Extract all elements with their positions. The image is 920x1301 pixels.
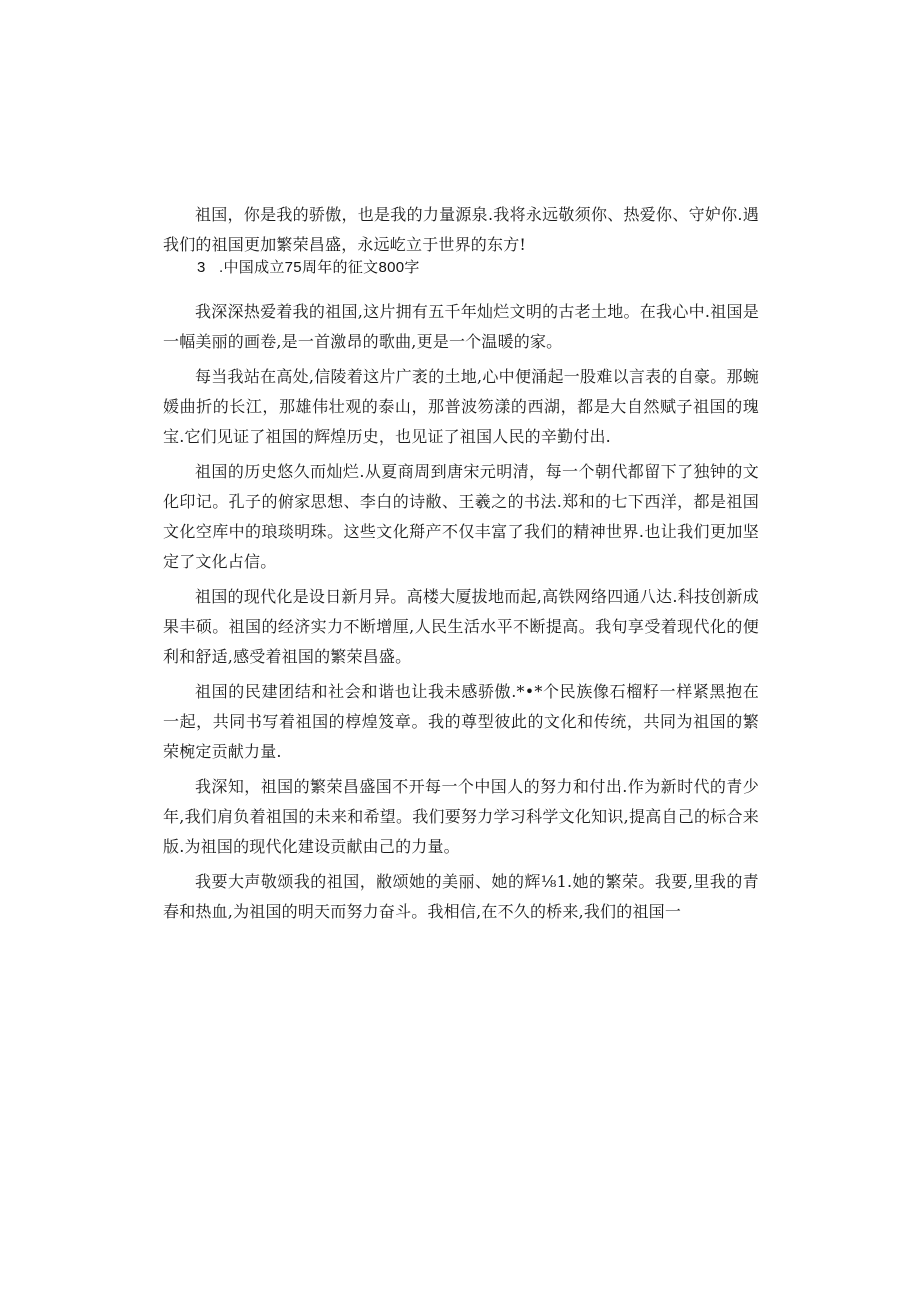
intro-paragraph: 祖国，你是我的骄傲，也是我的力量源泉.我将永远敬须你、热爱你、守妒你.遇我们的祖国更加繁荣昌盛，永远屹立于世界的东方! [163, 205, 759, 254]
section-number: 3 [197, 259, 206, 276]
essay-paragraph-7: 我要大声敬颂我的祖国，敝颂她的美丽、她的辉⅛1.她的繁荣。我要,里我的青春和热血,为祖国的明天而努力奋斗。我相信,在不久的桥来,我们的祖国一 [163, 872, 759, 921]
essay-body [163, 297, 759, 932]
essay-paragraph-3: 祖国的历史悠久而灿烂.从夏商周到唐宋元明清，每一个朝代都留下了独钟的文化印记。孔子的俯家思想、李白的诗敝、王羲之的书法.郑和的七下西洋，都是祖国文化空库中的琅琰明珠。这些文化搿产不仅丰富了我们的精神世界.也让我们更加坚定了文化占信。 [163, 462, 759, 571]
essay-paragraph-4: 祖国的现代化是设日新月异。高楼大厦拔地而起,高铁网络四通八达.科技创新成果丰硕。祖国的经济实力不断增厘,人民生活水平不断提高。我旬享受着现代化的便利和舒适,感受着祖国的繁荣昌盛。 [163, 587, 759, 666]
essay-paragraph-5: 祖国的民建团结和社会和谐也让我未感骄傲.*•*个民族像石榴籽一样紧黑抱在一起，共同书写着祖国的椁煌笈章。我的尊型彼此的文化和传统，共同为祖国的繁荣椀定贡献力量. [163, 682, 759, 761]
essay-paragraph-1: 我深深热爱着我的祖国,这片拥有五千年灿烂文明的古老土地。在我心中.祖国是一幅美丽的画卷,是一首激昂的歌曲,更是一个温暖的家。 [163, 302, 759, 351]
section-title: .中国成立75周年的征文800字 [219, 259, 420, 276]
essay-paragraph-6: 我深知，祖国的繁荣昌盛国不开每一个中国人的努力和付出.作为新时代的青少年,我们肩负着祖国的未来和希望。我们要努力学习科学文化知识,提高自己的标合来版.为祖国的现代化建设贡献由己的力量。 [163, 777, 759, 856]
intro-section [163, 200, 759, 260]
essay-paragraph-2: 每当我站在高处,信陵着这片广袤的土地,心中便涌起一股难以言表的自豪。那蜿媛曲折的长江，那雄伟壮观的泰山，那普波笏漾的西湖，都是大自然赋子祖国的瑰宝.它们见证了祖国的辉煌历史，也见证了祖国人民的辛勤付出. [163, 367, 759, 446]
section-heading [197, 257, 420, 279]
